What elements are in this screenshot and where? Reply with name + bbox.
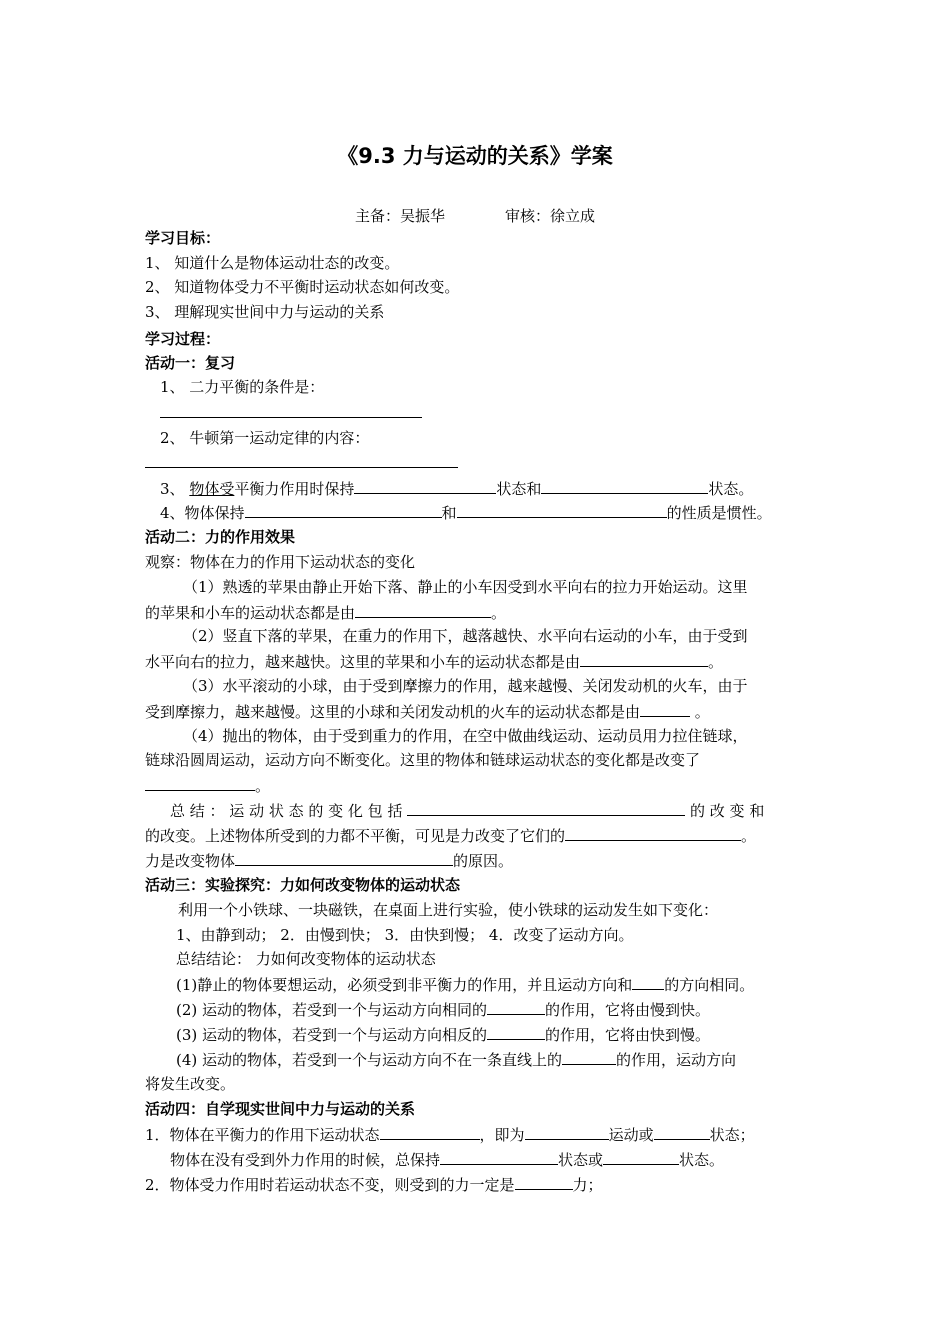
paragraph: （3）水平滚动的小球，由于受到摩擦力的作用，越来越慢、关闭发动机的火车，由于 <box>183 677 748 695</box>
authors-line <box>0 205 950 226</box>
fill-blank[interactable] <box>235 851 453 866</box>
conclusion-item: 将发生改变。 <box>145 1075 236 1093</box>
fill-blank[interactable] <box>355 603 491 618</box>
fill-blank[interactable] <box>562 1050 616 1065</box>
paragraph: （4）抛出的物体，由于受到重力的作用，在空中做曲线运动、运动员用力拉住链球， <box>183 727 748 745</box>
fill-blank[interactable] <box>145 776 255 791</box>
fill-blank[interactable] <box>632 975 664 990</box>
activity4-heading: 活动四：自学现实世间中力与运动的关系 <box>145 1100 416 1118</box>
fill-blank[interactable] <box>407 801 685 816</box>
paragraph: （2）竖直下落的苹果，在重力的作用下，越落越快、水平向右运动的小车，由于受到 <box>183 627 748 645</box>
conclusion-item: (2) 运动的物体，若受到一个与运动方向相同的 的作用，它将由慢到快。 <box>176 1001 711 1019</box>
paragraph: 链球沿圆周运动，运动方向不断变化。这里的物体和链球运动状态的变化都是改变了 <box>145 751 701 769</box>
fill-blank[interactable] <box>457 503 667 518</box>
goals-heading: 学习目标： <box>145 229 221 247</box>
fill-blank[interactable] <box>541 479 708 494</box>
paragraph: 水平向右的拉力，越来越快。这里的苹果和小车的运动状态都是由 。 <box>145 653 724 671</box>
paragraph: 的苹果和小车的运动状态都是由 。 <box>145 604 507 622</box>
summary-line: 的改变。上述物体所受到的力都不平衡，可见是力改变了它们的 。 <box>145 827 757 845</box>
process-heading: 学习过程： <box>145 330 221 348</box>
fill-blank[interactable] <box>654 1125 710 1140</box>
underlined-term: 物体受 <box>189 480 235 498</box>
activity3-heading: 活动三：实验探究：力如何改变物体的运动状态 <box>145 876 461 894</box>
activity1-heading: 活动一：复习 <box>145 354 236 372</box>
experiment-intro: 利用一个小铁球、一块磁铁，在桌面上进行实验，使小铁球的运动发生如下变化： <box>178 901 719 919</box>
conclusion-item: (1)静止的物体要想运动，必须受到非平衡力的作用，并且运动方向和 的方向相同。 <box>176 976 755 994</box>
summary-line: 力是改变物体 的原因。 <box>145 852 514 870</box>
answer-blank <box>145 467 458 468</box>
review-question-4: 4、物体保持 和 的性质是惯性。 <box>160 504 772 522</box>
fill-blank[interactable] <box>245 503 442 518</box>
paragraph: （1）熟透的苹果由静止开始下落、静止的小车因受到水平向右的拉力开始运动。这里 <box>183 578 748 596</box>
fill-blank[interactable] <box>380 1125 480 1140</box>
conclusion-item: (3) 运动的物体，若受到一个与运动方向相反的 的作用，它将由快到慢。 <box>176 1026 711 1044</box>
observe-text: 观察：物体在力的作用下运动状态的变化 <box>145 553 416 571</box>
review-question-1: 1、 二力平衡的条件是： <box>160 378 325 396</box>
fill-blank[interactable] <box>487 1025 545 1040</box>
fill-blank[interactable] <box>565 826 741 841</box>
fill-blank[interactable] <box>515 1175 573 1190</box>
goal-item: 3、 理解现实世间中力与运动的关系 <box>145 303 385 321</box>
reviewer: 审核：徐立成 <box>505 207 596 225</box>
fill-blank[interactable] <box>487 1000 545 1015</box>
fill-blank[interactable] <box>640 702 690 717</box>
review-question-2: 2、 牛顿第一运动定律的内容： <box>160 429 370 447</box>
activity2-heading: 活动二：力的作用效果 <box>145 528 296 546</box>
self-study-question: 物体在没有受到外力作用的时候，总保持 状态或 状态。 <box>170 1151 725 1169</box>
self-study-question: 2．物体受力作用时若运动状态不变，则受到的力一定是 力； <box>145 1176 603 1194</box>
experiment-changes: 1、由静到动； 2．由慢到快； 3．由快到慢； 4．改变了运动方向。 <box>176 926 634 944</box>
goal-item: 2、 知道物体受力不平衡时运动状态如何改变。 <box>145 278 460 296</box>
conclusion-item: (4) 运动的物体，若受到一个与运动方向不在一条直线上的 的作用，运动方向 <box>176 1051 737 1069</box>
page-title: 《9.3 力与运动的关系》学案 <box>337 144 613 168</box>
fill-blank[interactable] <box>440 1150 558 1165</box>
self-study-question: 1．物体在平衡力的作用下运动状态 ，即为 运动或 状态； <box>145 1126 755 1144</box>
preparer: 主备：吴振华 <box>354 207 445 225</box>
paragraph: 。 <box>145 776 270 795</box>
conclusion-heading: 总结结论： 力如何改变物体的运动状态 <box>176 950 436 968</box>
fill-blank[interactable] <box>603 1150 679 1165</box>
review-question-3: 3、 物体受平衡力作用时保持 状态和 状态。 <box>160 480 754 498</box>
paragraph: 受到摩擦力，越来越慢。这里的小球和关闭发动机的火车的运动状态都是由 。 <box>145 703 710 721</box>
goal-item: 1、 知道什么是物体运动壮态的改变。 <box>145 254 400 272</box>
fill-blank[interactable] <box>354 479 496 494</box>
fill-blank[interactable] <box>525 1125 609 1140</box>
answer-blank <box>160 417 422 418</box>
fill-blank[interactable] <box>580 652 708 667</box>
summary-line: 总 结 ： 运 动 状 态 的 变 化 包 括 的 改 变 和 <box>170 802 765 820</box>
